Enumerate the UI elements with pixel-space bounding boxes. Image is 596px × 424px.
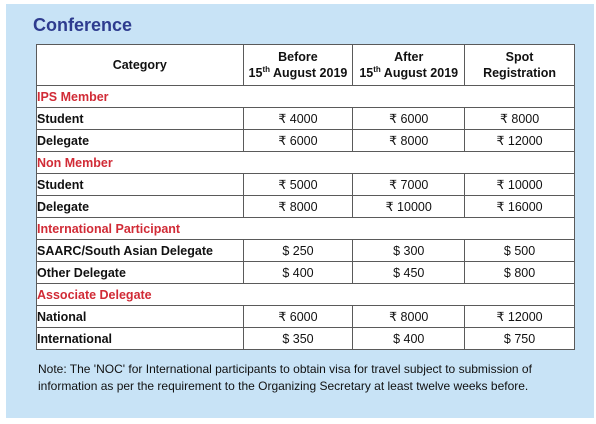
header-before-day: 15 (248, 66, 263, 80)
header-after (353, 45, 465, 86)
visa-note: Note: The 'NOC' for International participants to obtain visa for travel subject to submission of information as per the requirement to the Organizing Secretary at least twelve weeks before. (38, 362, 532, 393)
fee-before: ₹ 5000 (243, 174, 353, 196)
fee-spot: ₹ 10000 (465, 174, 575, 196)
fee-before: ₹ 8000 (243, 196, 353, 218)
fee-after: $ 400 (353, 328, 465, 350)
row-category: SAARC/South Asian Delegate (37, 240, 244, 262)
header-before-rest: August 2019 (270, 66, 348, 80)
fee-before: $ 400 (243, 262, 353, 284)
row-category: National (37, 306, 244, 328)
fee-spot: ₹ 12000 (465, 306, 575, 328)
header-category: Category (37, 45, 244, 86)
fee-before: $ 250 (243, 240, 353, 262)
header-after-suffix: th (373, 64, 381, 74)
fee-spot: ₹ 16000 (465, 196, 575, 218)
fee-spot: $ 500 (465, 240, 575, 262)
row-category: International (37, 328, 244, 350)
page-title: Conference (33, 15, 133, 35)
fee-after: ₹ 8000 (353, 306, 465, 328)
section-heading: IPS Member (37, 86, 575, 108)
header-after-line1: After (394, 50, 424, 64)
header-before-suffix: th (262, 64, 271, 74)
fee-after: ₹ 8000 (353, 130, 465, 152)
header-after-day: 15 (359, 66, 374, 80)
table-row (37, 306, 575, 328)
section-row (37, 218, 575, 240)
header-before (243, 45, 353, 86)
fee-before: ₹ 6000 (243, 130, 353, 152)
header-spot-line1: Spot (505, 50, 534, 64)
table-row (37, 174, 575, 196)
section-heading: Non Member (37, 152, 575, 174)
fee-spot: $ 750 (465, 328, 575, 350)
row-category: Student (37, 108, 244, 130)
table-header-row (37, 45, 575, 86)
table-row (37, 328, 575, 350)
table-row (37, 108, 575, 130)
row-category: Delegate (37, 196, 244, 218)
fee-after: $ 300 (353, 240, 465, 262)
fee-after: $ 450 (353, 262, 465, 284)
section-heading: International Participant (37, 218, 575, 240)
fee-after: ₹ 7000 (353, 174, 465, 196)
section-row (37, 86, 575, 108)
table-row (37, 240, 575, 262)
section-row (37, 152, 575, 174)
header-before-line1: Before (278, 50, 318, 64)
row-category: Delegate (37, 130, 244, 152)
row-category: Student (37, 174, 244, 196)
header-after-rest: August 2019 (380, 66, 459, 80)
fee-spot: ₹ 12000 (465, 130, 575, 152)
fee-before: ₹ 6000 (243, 306, 353, 328)
fee-table (36, 44, 575, 350)
table-row (37, 196, 575, 218)
section-row (37, 284, 575, 306)
fee-after: ₹ 10000 (353, 196, 465, 218)
header-spot (465, 45, 575, 86)
fee-spot: ₹ 8000 (465, 108, 575, 130)
row-category: Other Delegate (37, 262, 244, 284)
fee-spot: $ 800 (465, 262, 575, 284)
header-spot-line2: Registration (483, 66, 557, 80)
section-heading: Associate Delegate (37, 284, 575, 306)
fee-after: ₹ 6000 (353, 108, 465, 130)
conference-panel (6, 4, 594, 418)
table-row (37, 130, 575, 152)
fee-before: $ 350 (243, 328, 353, 350)
table-row (37, 262, 575, 284)
fee-before: ₹ 4000 (243, 108, 353, 130)
